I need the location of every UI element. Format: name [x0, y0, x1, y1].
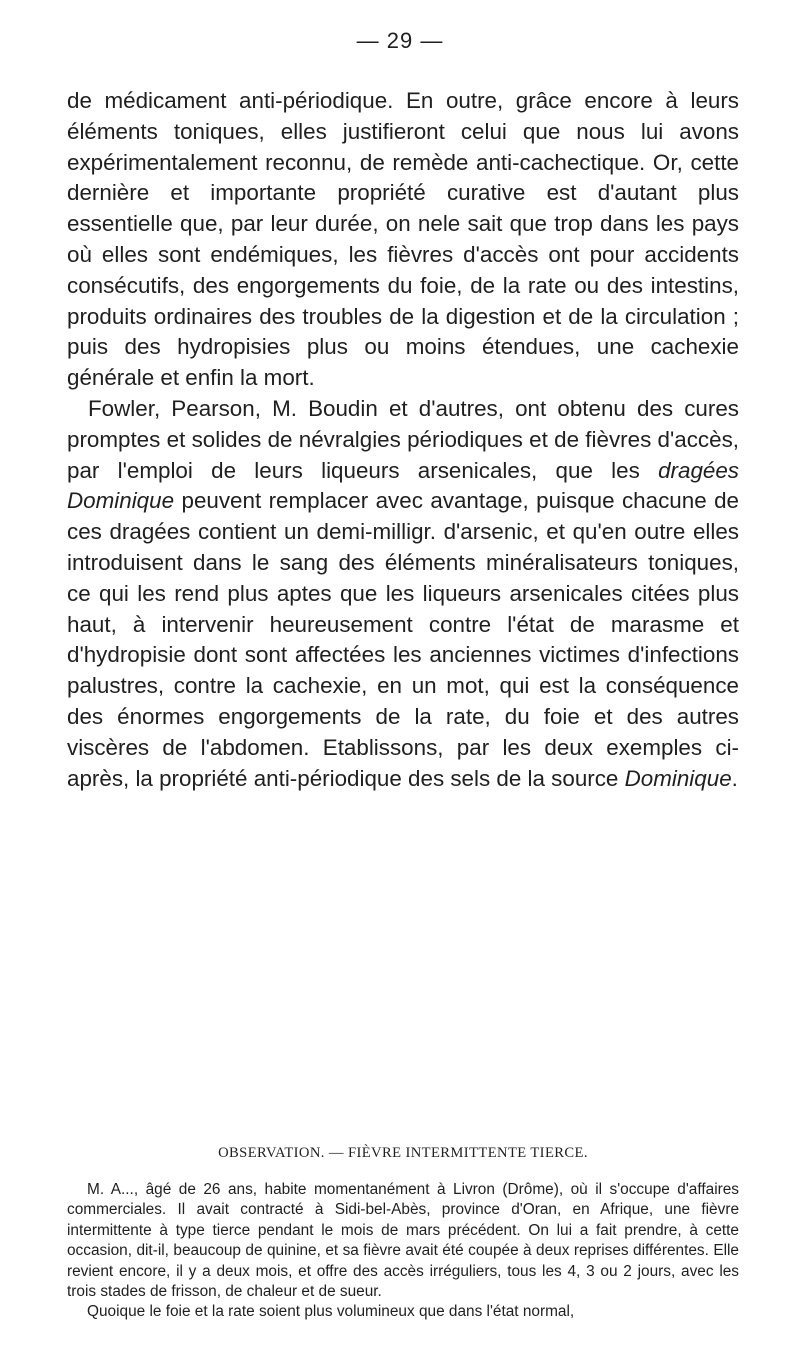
observation-paragraph-2: Quoique le foie et la rate soient plus volumineux que dans l'état normal,: [87, 1303, 575, 1321]
paragraph-2-text-end: .: [731, 765, 738, 791]
observation-paragraph-1: M. A..., âgé de 26 ans, habite momentanément à Livron (Drôme), où il s'occupe d'affaires commerciales. Il avait contracté à Sidi-bel-Abès, province d'Oran, en Afrique, une fièvre intermittente à type tierce pendant le mois de mars précédent. On lui a fait prendre, à cette occasion, dit-il, beaucoup de quinine, et sa fièvre avait été coupée à deux reprises différentes. Elle revient encore, il y a deux mois, et offre des accès irréguliers, tous les 4, 3 ou 2 jours, avec les trois stades de frisson, de chaleur et de sueur.: [67, 1181, 739, 1301]
main-text: [67, 86, 739, 794]
paragraph-2-italic-dominique: Dominique: [624, 765, 732, 791]
paragraph-1: de médicament anti-périodique. En outre, grâce encore à leurs éléments toniques, elles justifieront celui que nous lui avons expérimentalement reconnu, de remède anti-cachectique. Or, cette dernière et importante propriété curative est d'autant plus essentielle que, par leur durée, on nele sait que trop dans les pays où elles sont endémiques, les fièvres d'accès ont pour accidents consécutifs, des engorgements du foie, de la rate ou des intestins, produits ordinaires des troubles de la digestion et de la circulation ; puis des hydropisies plus ou moins étendues, une cachexie générale et enfin la mort.: [67, 88, 739, 391]
paragraph-2-text-b: peuvent remplacer avec avantage, puisque chacune de ces dragées contient un demi-milligr. d'arsenic, et qu'en outre elles introduisent dans le sang des éléments minéralisateurs toniques, ce qui les rend plus aptes que les liqueurs arsenicales citées plus haut, à intervenir heureusement contre l'état de marasme et d'hydropisie dont sont affectées les anciennes victimes d'infections palustres, contre la cachexie, en un mot, qui est la conséquence des énormes engorgements de la rate, du foie et des autres viscères de l'abdomen. Etablissons, par les deux exemples ci-après, la propriété anti-périodique des sels de la source: [67, 488, 739, 791]
paragraph-2: [67, 394, 739, 794]
paragraph-2-text-a: Fowler, Pearson, M. Boudin et d'autres, ont obtenu des cures promptes et solides de névralgies périodiques et de fièvres d'accès, par l'emploi de leurs liqueurs arsenicales, que les: [67, 395, 739, 483]
observation-heading: OBSERVATION. — FIÈVRE INTERMITTENTE TIERCE.: [218, 1145, 588, 1161]
observation-text: [67, 1180, 739, 1323]
page-number: — 29 —: [356, 28, 444, 53]
paragraph-2-italic-dragees: dragées Dominique: [67, 457, 739, 514]
